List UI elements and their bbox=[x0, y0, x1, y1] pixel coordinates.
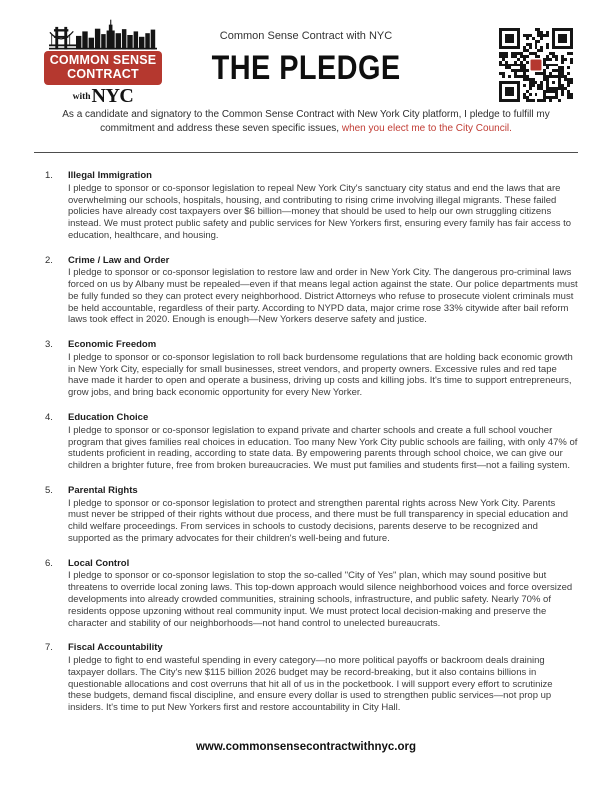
pledge-title: Economic Freedom bbox=[68, 339, 157, 351]
logo-box-line1: COMMON SENSE bbox=[49, 53, 157, 67]
logo-with-text: with bbox=[72, 92, 91, 102]
pledge-content bbox=[68, 412, 578, 472]
pledge-body: I pledge to fight to end wasteful spending in every category—no more political payoffs or backroom deals draining taxpayer dollars. The City's new $115 billion 2026 budget may be record-breaking, but it also contains billions in questionable allocations and cost overruns that hit all of us in the pocketbook. I will support every effort to scrutinize these budgets, demand fiscal discipline, and ensure every dollar is used to strengthen public services—not prop up insiders. It's time to put New Yorkers first and restore accountability in City Hall. bbox=[68, 655, 553, 714]
pledge-number: 6. bbox=[45, 557, 53, 569]
pledge-number: 5. bbox=[45, 484, 53, 496]
document-kicker: Common Sense Contract with NYC bbox=[219, 30, 393, 42]
pledge-intro bbox=[44, 108, 568, 136]
logo-with-nyc bbox=[44, 86, 162, 106]
pledge-item-4 bbox=[45, 412, 578, 472]
pledge-body: I pledge to sponsor or co-sponsor legislation to stop the so-called "City of Yes" plan, which may sound positive but threatens to override local zoning laws. This top-down approach would silence neighborhood voices and force oversized developments into already crowded communities, straining schools, infrastructure, and public safety. Nearly 70% of residents oppose upzoning without real community input. We must protect local decision-making and preserve the character and stability of our neighborhoods—not hand control to unelected bureaucrats. bbox=[68, 570, 573, 629]
pledge-content bbox=[68, 558, 578, 630]
pledge-body: I pledge to sponsor or co-sponsor legislation to protect and strengthen parental rights across New York City. Parents must never be stripped of their rights without due process, and there must be full transparency in special education and child welfare proceedings. From services in schools to custody decisions, parents deserve to be recognized and supported as the primary advocates for their children's well-being and future. bbox=[68, 497, 569, 544]
logo-box-line2: CONTRACT bbox=[67, 66, 139, 81]
intro-red-text: when you elect me to the City Council. bbox=[339, 123, 512, 134]
pledge-body: I pledge to sponsor or co-sponsor legislation to expand private and charter schools and create a full school voucher program that gives families real choices in education. Too many New York City public schools are failing, with only 47% of students proficient in reading, according to state data. By empowering parents through school choice, we can give our children a brighter future, free from broken bureaucracies. We must put families and students first—not a failing system. bbox=[68, 424, 578, 472]
pledge-number: 3. bbox=[45, 339, 53, 351]
pledge-content bbox=[68, 170, 578, 242]
pledge-title: Crime / Law and Order bbox=[68, 254, 170, 266]
qr-code-block bbox=[499, 28, 573, 102]
pledge-item-7 bbox=[45, 642, 578, 714]
pledge-title: Fiscal Accountability bbox=[68, 642, 163, 654]
pledge-item-3 bbox=[45, 339, 578, 399]
pledge-title: Education Choice bbox=[68, 412, 149, 424]
section-divider bbox=[34, 152, 578, 153]
header-title-block bbox=[136, 30, 476, 88]
pledge-item-2 bbox=[45, 255, 578, 327]
pledge-content bbox=[68, 255, 578, 327]
pledge-title: Local Control bbox=[68, 557, 130, 569]
pledge-body: I pledge to sponsor or co-sponsor legislation to roll back burdensome regulations that are holding back economic growth in New York City, especially for small businesses, street vendors, and property owners. Excessive rules and red tape have made it harder to open and operate a business, driving up costs and killing jobs. It's time to support entrepreneurs, grow jobs, and bring back economic opportunity for every New Yorker. bbox=[68, 351, 573, 399]
intro-black-text: As a candidate and signatory to the Common Sense Contract with New York City platform, I pledge to fulfill my commitment and address these seven specific issues, bbox=[62, 109, 550, 134]
pledge-number: 1. bbox=[45, 170, 53, 181]
pledge-item-6 bbox=[45, 558, 578, 630]
pledge-list bbox=[45, 170, 578, 714]
pledge-number: 2. bbox=[45, 254, 53, 266]
pledge-content bbox=[68, 339, 578, 399]
pledge-content bbox=[68, 485, 578, 545]
logo-nyc-text: NYC bbox=[91, 85, 134, 107]
pledge-item-5 bbox=[45, 485, 578, 545]
qr-center-logo-icon bbox=[530, 59, 543, 72]
document-title: THE PLEDGE bbox=[211, 49, 401, 87]
pledge-body: I pledge to sponsor or co-sponsor legislation to repeal New York City's sanctuary city status and end the laws that are overwhelming our schools, hospitals, housing, and contributing to rising crime involving illegal migrants. These failed policies have already cost taxpayers over $6 billion—money that should be used to help our own struggling citizens instead. We must protect public safety and public services for New Yorkers first, ensuring every family has fair access to education, healthcare, and housing. bbox=[68, 182, 572, 241]
pledge-title: Illegal Immigration bbox=[68, 170, 152, 181]
pledge-number: 7. bbox=[45, 642, 53, 654]
pledge-body: I pledge to sponsor or co-sponsor legislation to restore law and order in New York City. The dangerous pro-criminal laws forced on us by Albany must be repealed—even if that means legal action against the state. Our police departments must be fully funded so they can protect every neighborhood. District Attorneys who refuse to prosecute violent criminals must be held accountable, regardless of their party. According to NYPD data, major crime rose 33% citywide after bail reform laws took effect in 2020. Enough is enough—New Yorkers deserve safety and justice. bbox=[68, 267, 578, 326]
pledge-number: 4. bbox=[45, 412, 53, 424]
document-header bbox=[0, 0, 612, 107]
footer-url: www.commonsensecontractwithnyc.org bbox=[195, 741, 417, 753]
pledge-title: Parental Rights bbox=[68, 484, 138, 496]
pledge-item-1 bbox=[45, 170, 578, 242]
pledge-content bbox=[68, 642, 578, 714]
